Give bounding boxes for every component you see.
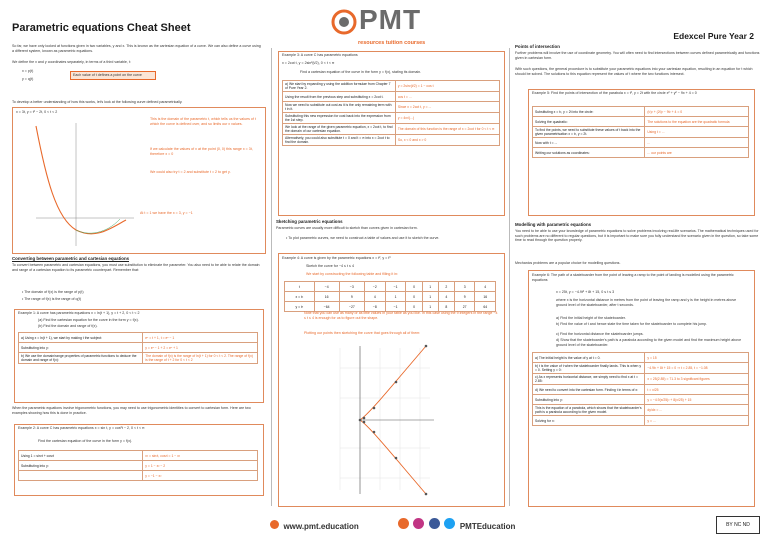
example-4-table xyxy=(284,281,496,312)
social-links[interactable] xyxy=(398,516,515,534)
website-text: www.pmt.education xyxy=(283,522,359,531)
globe-icon xyxy=(270,520,279,529)
table-cell: 0 xyxy=(406,292,422,302)
step-working: y = −1 − x² xyxy=(143,471,258,481)
step-description: Substituting into y: xyxy=(19,343,143,353)
table-cell: −2 xyxy=(364,282,385,292)
table-cell: y = t³ xyxy=(285,302,315,312)
table-row xyxy=(19,333,258,343)
table-cell: −1 xyxy=(385,282,406,292)
example-4-task: Sketch the curve for −4 ≤ t ≤ 4 xyxy=(306,264,354,268)
example-6-description: where x is the horizontal distance in metres from the point of leaving the ramp and y is the height in metres above ground level of the skateboarder, after t seconds. xyxy=(556,298,737,307)
step-working: y = ... xyxy=(645,416,749,426)
table-row xyxy=(19,471,258,481)
example-3-table xyxy=(282,80,500,146)
step-working: y = −4.9(x/25)² + 8(x/25) + 15 xyxy=(645,395,749,405)
example-2-task: Find the cartesian equation of the curve in the form y = f(x). xyxy=(38,439,133,443)
table-row xyxy=(19,343,258,353)
develop-text: To develop a better understanding of how this works, let's look at the following curve defined parametrically. xyxy=(12,100,183,104)
step-description: a) We start by expanding y using the addition formulae from Chapter 7 of Pure Year 2. xyxy=(283,81,396,92)
example-1-title: Example 1: A curve has parametric equations x = ln(t + 1), y = t + 2, 0 < t < 2 xyxy=(18,311,140,315)
step-description: Substituting this new expression for cost back into the expression from the 1st step. xyxy=(283,113,396,124)
table-cell: 1 xyxy=(385,292,406,302)
column-divider xyxy=(509,48,510,506)
example-6-part-b: b) Find the value of t and hence state the time taken for the skateboarder to complete his jump. xyxy=(556,322,708,326)
sketch-bullet: • To plot parametric curves, we need to construct a table of values and use it to sketch the curve. xyxy=(286,236,440,240)
step-working: dy/dx = ... xyxy=(645,405,749,416)
table-cell: 1 xyxy=(422,282,438,292)
convert-bullet-2: • The range of f(x) is the range of q(t) xyxy=(22,297,81,301)
table-cell: 0 xyxy=(406,282,422,292)
step-description: Writing our solutions as coordinates: xyxy=(533,148,645,158)
step-working: y = 15 xyxy=(645,353,749,363)
table-cell: −3 xyxy=(339,282,364,292)
step-description: c) As x represents horizontal distance, we simply need to find x at t = 2.85: xyxy=(533,374,645,385)
step-description: Substituting into y: xyxy=(19,461,143,471)
define-text: We define the x and y coordinates separately, in terms of a third variable, t: xyxy=(12,60,131,64)
step-working: ... our points are xyxy=(645,148,749,158)
example-2-title: Example 2: A curve C has parametric equations x = sin t, y = cos²t − 2, 0 < t < π xyxy=(18,426,145,430)
example-4-plot-text: Plotting our points then sketching the curve that goes through all of them: xyxy=(304,331,421,335)
website-link[interactable] xyxy=(270,516,359,534)
step-working: The domain of f(x) is the range of ln(t + 1) for 0 < t < 2. The range of f(x) is the range of t + 2 for 0 < t < 2 xyxy=(143,353,258,364)
sketch-graph xyxy=(330,338,440,500)
table-cell: 9 xyxy=(454,292,475,302)
bullet-text: The domain of f(x) is the range of p(t) xyxy=(24,290,84,294)
license-badge: BY NC ND xyxy=(716,516,760,534)
table-cell: t xyxy=(285,282,315,292)
step-description: We look at the range of the given parametric equation, x = 2cot t, to find the domain of our cartesian equation. xyxy=(283,124,396,135)
twitter-icon[interactable] xyxy=(444,518,455,529)
equation-x: x = p(t) xyxy=(22,69,34,73)
convert-bullet-1: • The domain of f(x) is the range of p(t) xyxy=(22,290,84,294)
step-description: Substituting into y: xyxy=(533,395,645,405)
step-working: So, x < 0 and x > 0 xyxy=(395,135,499,146)
facebook-icon[interactable] xyxy=(429,518,440,529)
step-working: Since x = 2cot t, y = ... xyxy=(395,102,499,113)
example-5-table xyxy=(532,106,749,158)
table-row xyxy=(283,113,500,124)
social-handle: PMTEducation xyxy=(459,522,516,531)
step-description: Now with t = ... xyxy=(533,138,645,148)
table-row xyxy=(19,451,258,461)
step-description: Solving for x: xyxy=(533,416,645,426)
table-cell: 27 xyxy=(454,302,475,312)
convert-heading: Converting between parametric and cartesian equations xyxy=(12,256,130,261)
step-working: (t²)² + (2t)² − 9t² + 4 = 0 xyxy=(645,107,749,117)
step-working: The solutions to the equation are the quadratic formula xyxy=(645,117,749,127)
step-working: x² = sin²t, cos²t = 1 − x² xyxy=(143,451,258,461)
bullet-text: The range of f(x) is the range of q(t) xyxy=(24,297,81,301)
table-row xyxy=(533,405,749,416)
table-row xyxy=(283,102,500,113)
step-description: b) We use the domain/range properties of parametric functions to deduce the domain and range of f(x): xyxy=(19,353,143,364)
table-cell: 64 xyxy=(475,302,496,312)
table-row xyxy=(533,363,749,374)
equation-note: Each value of t defines a point on the curve xyxy=(70,71,156,80)
page-subtitle: Edexcel Pure Year 2 xyxy=(673,31,754,41)
footer xyxy=(0,510,768,543)
step-description: Alternatively, you could also substitute t = 0 and t = π into x = 2cot t to find the domain. xyxy=(283,135,396,146)
note-point: If we calculate the values of x at the point (0, 0) this range x = 3t, therefore x = 0 xyxy=(150,147,253,156)
step-description: Using the result from the previous step and substituting x = 2cot t. xyxy=(283,92,396,102)
equation-y: y = q(t) xyxy=(22,77,34,81)
table-row xyxy=(533,117,749,127)
step-description: To find the points, we need to substitute these values of t back into the given parametrisation x = t², y = 2t. xyxy=(533,127,645,138)
modelling-text-2: Mechanics problems are a popular choice for modelling questions. xyxy=(515,261,621,265)
step-description: Using 1 = sin²t + cos²t xyxy=(19,451,143,461)
table-cell: 4 xyxy=(475,282,496,292)
step-working: y = 4x²/(...) xyxy=(395,113,499,124)
table-row xyxy=(533,127,749,138)
step-description: a) The initial height is the value of y at t = 0. xyxy=(533,353,645,363)
step-description: d) We need to convert into the cartesian form. Finding t in terms of x: xyxy=(533,385,645,395)
step-working: −4.9t² + 8t + 15 = 0 ⇒ t = 2.85, t = −1.08 xyxy=(645,363,749,374)
example-1-table xyxy=(18,332,258,364)
note-substitute: We could also try t = 2 and substitute t = 2 to get y. xyxy=(150,170,231,174)
page-title: Parametric equations Cheat Sheet xyxy=(12,22,191,34)
example-4-title: Example 4: A curve is given by the parametric equations x = t², y = t³ xyxy=(282,256,391,260)
step-description: a) Using x = ln(t + 1), we start by making t the subject: xyxy=(19,333,143,343)
example-3-task: Find a cartesian equation of the curve in the form y = f(x), stating its domain. xyxy=(300,70,422,74)
table-row xyxy=(283,81,500,92)
convert-text: To convert between parametric and cartesian equations, you must use substitution to eliminate the parameter. You also need to be able to relate the domain and range of a cartesian equation to its parametric counterpart. Remember that: xyxy=(12,263,260,272)
example-6-table xyxy=(532,352,749,426)
table-row xyxy=(285,302,496,312)
table-cell: x = t² xyxy=(285,292,315,302)
modelling-heading: Modelling with parametric equations xyxy=(515,222,592,227)
poi-heading: Points of intersection xyxy=(515,44,560,49)
intro-text: So far, we have only looked at functions given in two variables, y and x. This is known as the cartesian equation of a curve. We can also define a curve using a different system, known as parametric equations. xyxy=(12,44,261,53)
table-row xyxy=(19,353,258,364)
step-working: The domain of this function is the range of x = 2cot t for 0 < t < π xyxy=(395,124,499,135)
note-domain: This is the domain of the parametric t, which tells us the values of t which the curve is defined over, and so limits our x values. xyxy=(150,117,256,126)
table-row xyxy=(19,461,258,471)
table-cell: 9 xyxy=(339,292,364,302)
table-cell: 3 xyxy=(454,282,475,292)
sketch-heading: Sketching parametric equations xyxy=(276,219,343,224)
example-4-step: We start by constructing the following table and filling it in: xyxy=(306,272,399,276)
table-cell: −27 xyxy=(339,302,364,312)
step-working: Using t = ... xyxy=(645,127,749,138)
example-6-part-a: a) Find the initial height of the skateboarder. xyxy=(556,316,626,320)
table-cell: −64 xyxy=(314,302,339,312)
table-row xyxy=(285,282,496,292)
logo-subtext: resources tuition courses xyxy=(358,40,426,46)
table-row xyxy=(533,148,749,158)
step-working: eˣ = t + 1, t = eˣ − 1 xyxy=(143,333,258,343)
table-cell: 4 xyxy=(364,292,385,302)
table-cell: −1 xyxy=(385,302,406,312)
table-cell: 4 xyxy=(438,292,454,302)
table-row xyxy=(533,353,749,363)
trig-text: When the parametric equations involve trigonometric functions, you may need to use trigonometric identities to convert to cartesian form. Here are two examples showing how this is done in practice. xyxy=(12,406,251,415)
table-cell: −4 xyxy=(314,282,339,292)
curve-label: x = 3t, y = t² − 2t, 0 < t < 2 xyxy=(16,110,58,114)
table-row xyxy=(283,124,500,135)
instagram-icon[interactable] xyxy=(413,518,424,529)
table-row xyxy=(533,138,749,148)
example-6-title: Example 6: The path of a skateboarder from the point of leaving a ramp to the point of landing is modelled using the parametric equations xyxy=(532,273,734,282)
table-row xyxy=(533,395,749,405)
curve-graph xyxy=(16,118,136,248)
sketch-text: Parametric curves are usually more difficult to sketch than curves given in cartesian form. xyxy=(276,226,418,230)
step-description: Now we need to substitute out cost as it is the only remaining term with t in it. xyxy=(283,102,396,113)
column-divider xyxy=(271,48,272,506)
example-4-note: Note that you can use as many or as little values in your table as you like. In this case using the 9 integers in the range −4 ≤ t ≤ 4 is enough for us to figure out the shape. xyxy=(304,311,498,320)
table-row xyxy=(533,107,749,117)
youtube-icon[interactable] xyxy=(398,518,409,529)
table-row xyxy=(533,416,749,426)
table-cell: −8 xyxy=(364,302,385,312)
table-cell: 8 xyxy=(438,302,454,312)
table-row xyxy=(283,135,500,146)
table-cell: 16 xyxy=(475,292,496,302)
example-2-table xyxy=(18,450,258,481)
example-3-title: Example 3: A curve C has parametric equations xyxy=(282,53,358,57)
table-cell: 2 xyxy=(438,282,454,292)
step-working: t = x/25 xyxy=(645,385,749,395)
step-working: y = 1 − x² − 2 xyxy=(143,461,258,471)
modelling-text: You need to be able to use your knowledge of parametric equations to solve problems involving real-life scenarios. The mathematical techniques used for such problems are no different to regular questions, but it is important to make sure you fully understand the scenario given in the question, so take some time to read through the question properly. xyxy=(515,229,759,243)
example-1-part-b: (b) Find the domain and range of f(x). xyxy=(38,324,98,328)
step-working: cos t = ... xyxy=(395,92,499,102)
table-row xyxy=(533,385,749,395)
step-working: x = 25(2.85) = 71.3 to 3 significant figures xyxy=(645,374,749,385)
step-description: Solving the quadratic: xyxy=(533,117,645,127)
step-description: b) t is the value of t when the skateboarder finally lands. This is when y = 0. Setting y = 0: xyxy=(533,363,645,374)
step-working: y = 2sin²(t/2) = 1 − cos t xyxy=(395,81,499,92)
table-cell: 0 xyxy=(406,302,422,312)
example-5-title: Example 5: Find the points of intersection of the parabola x = t², y = 2t with the circle x² + y² − 9x + 4 = 0 xyxy=(532,91,697,95)
example-6-part-c: c) Find the horizontal distance the skateboarder jumps. xyxy=(556,332,644,336)
step-description: Substituting x = t², y = 2t into the circle: xyxy=(533,107,645,117)
table-cell: 16 xyxy=(314,292,339,302)
poi-text-2: With such questions, the general procedure is to substitute your parametric equations into your cartesian equation, resulting in an equation for t which should be solved. The solutions to this equation represent the values of t where the two functions intersect. xyxy=(515,67,753,76)
table-cell: 1 xyxy=(422,292,438,302)
step-description xyxy=(19,471,143,481)
table-row xyxy=(283,92,500,102)
bullet-text: To plot parametric curves, we need to construct a table of values and use it to sketch the curve. xyxy=(288,236,440,240)
example-6-part-d: d) Show that the skateboarder's path is a parabola according to the given model and find the maximum height above ground level of the skateboarder. xyxy=(556,338,742,347)
step-working: ... xyxy=(645,138,749,148)
step-description: This is the equation of a parabola, which shows that the skateboarder's path is a parabola according to the given model. xyxy=(533,405,645,416)
example-3-equation: x = 2cot t, y = 2sin²(t/2), 0 < t < π xyxy=(282,61,335,65)
example-1-part-a: (a) Find the cartesian equation for the curve in the form y = f(x). xyxy=(38,318,139,322)
step-working: y = eˣ − 1 + 2 = eˣ + 1 xyxy=(143,343,258,353)
table-cell: 1 xyxy=(422,302,438,312)
poi-text: Further problems will involve the use of coordinate geometry. You will often need to find intersections between curves defined parametrically and functions given in cartesian form. xyxy=(515,51,760,60)
logo-text: PMT xyxy=(359,4,422,35)
note-minimum: At t = 1 we have the x = 3, y = −1 xyxy=(140,211,193,215)
table-row xyxy=(285,292,496,302)
table-row xyxy=(533,374,749,385)
example-6-equation: x = 25t, y = −4.9t² + 8t + 15, 0 ≤ t ≤ 3 xyxy=(556,290,615,294)
